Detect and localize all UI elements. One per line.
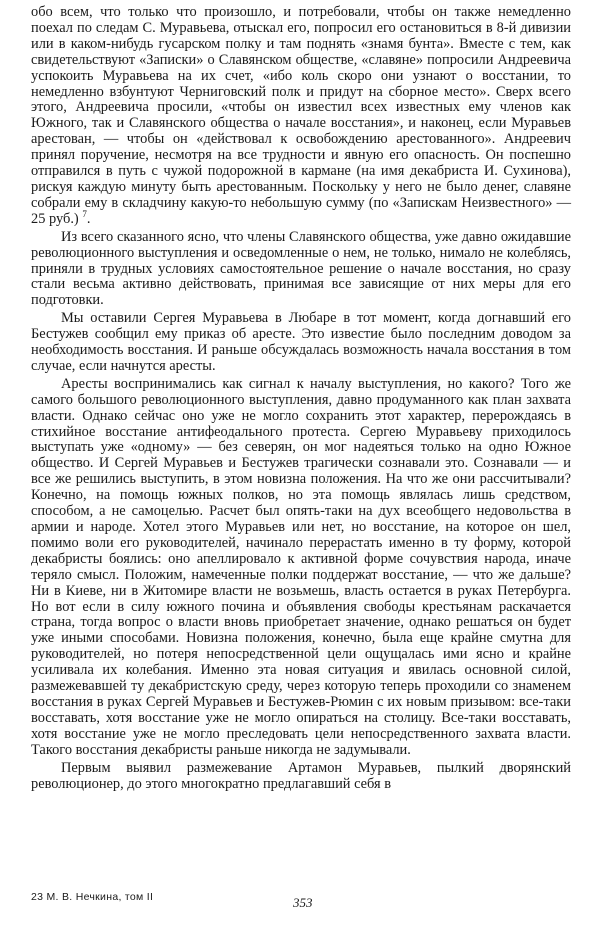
page-number: 353: [293, 895, 313, 910]
footnote-ref[interactable]: 7: [82, 208, 87, 219]
paragraph-3: Мы оставили Сергея Муравьева в Любаре в тот момент, когда догнавший его Бестужев сообщил ему приказ об аресте. Это известие было последним доводом за необходимость восстания. И раньше обсуждалась возможность начала восстания в том случае, если начнутся аресты.: [31, 310, 571, 374]
paragraph-1: обо всем, что только что произошло, и потребовали, чтобы он также немедленно поехал по следам С. Муравьева, отыскал его, попросил его остановиться в 8-й дивизии или в каком-нибудь гусарском полку и там поднять «знамя бунта». Вместе с тем, как свидетельствуют «Записки» о Славянском обществе, «славяне» попросили Андреевича успокоить Муравьева на их счет, «ибо коль скоро они узнают о восстании, то немедленно взбунтуют Черниговский полк и придут на сборное место». Сверх всего этого, Андреевича просили, «чтобы он известил всех известных ему членов как Южного, так и Славянского общества о начале восстания», и наконец, если Муравьев арестован, — чтобы он «действовал к освобождению арестованного». Андреевич принял поручение, несмотря на все трудности и явную его опасность. Он поспешно отправился в путь с чужой подорожной в кармане (на имя декабриста И. Сухинова), рискуя каждую минуту быть арестованным. Поскольку у него не было денег, славяне собрали ему в складчину какую-то небольшую сумму (по «Запискам Неизвестного» — 25 руб.) $^7$.: [31, 4, 571, 227]
page-text-block: [31, 5, 571, 792]
paragraph-text: обо всем, что только что произошло, и потребовали, чтобы он также немедленно поехал по следам С. Муравьева, отыскал его, попросил его остановиться в 8-й дивизии или в каком-нибудь гусарском полку и там поднять «знамя бунта». Вместе с тем, как свидетельствуют «Записки» о Славянском обществе, «славяне» попросили Андреевича успокоить Муравьева на их счет, «ибо коль скоро они узнают о восстании, то немедленно взбунтуют Черниговский полк и придут на сборное место». Сверх всего этого, Андреевича просили, «чтобы он известил всех известных ему членов как Южного, так и Славянского общества о начале восстания», и наконец, если Муравьев арестован, — чтобы он «действовал к освобождению арестованного». Андреевич принял поручение, несмотря на все трудности и явную его опасность. Он поспешно отправился в путь с чужой подорожной в кармане (на имя декабриста И. Сухинова), рискуя каждую минуту быть арестованным. Поскольку у него не было денег, славяне собрали ему в складчину какую-то небольшую сумму (по «Запискам Неизвестного» — 25 руб.): [31, 4, 571, 227]
page-footer: [31, 889, 571, 915]
printer-signature: 23 М. В. Нечкина, том II: [31, 891, 154, 903]
paragraph-4: Аресты воспринимались как сигнал к началу выступления, но какого? Того же самого большого революционного выступления, давно продуманного как план захвата власти. Однако сейчас оно уже не могло сохранить этот характер, перерождаясь в стихийное восстание антифеодального протеста. Сергею Муравьеву приходилось выступать уже «одному» — без северян, он мог надеяться только на одно Южное общество. И Сергей Муравьев и Бестужев трагически сознавали это. Сознавали — и все же решились выступить, в этом новизна положения. На что же они рассчитывали? Конечно, на помощь южных полков, но эта помощь являлась лишь средством, способом, а не самоцелью. Расчет был опять-таки на дух всеобщего недовольства в армии и народе. Хотел этого Муравьев или нет, но восстание, на которое он шел, помимо воли его руководителей, начинало перерастать именно в ту форму, которой декабристы боялись: оно апеллировало к активной форме сочувствия народа, иначе теряло смысл. Положим, намеченные полки поддержат восстание, — что же дальше? Ни в Киеве, ни в Житомире власти не возьмешь, власть остается в руках Петербурга. Но вот если в силу южного почина и объявления свободы крестьянам раскачается страна, тогда вопрос о власти вновь приобретает значение, однако решаться он будет уже иными способами. Новизна положения, конечно, была еще крайне смутна для руководителей, но потеря непосредственной цели ощущалась ими ясно и крайне усиливала их колебания. Именно эта новая ситуация и явилась основной силой, размежевавшей ту декабристскую среду, через которую теперь проходили со знаменем восстания в руках Сергей Муравьев и Бестужев-Рюмин с их новым призывом: все-таки восставать, хотя восстание уже не могло опираться на столицу. Все-таки восставать, хотя восстание уже не могло преследовать цели непосредственного захвата власти. Такого восстания декабристы раньше никогда не задумывали.: [31, 375, 571, 758]
paragraph-5: Первым выявил размежевание Артамон Муравьев, пылкий дворянский революционер, до этого многократно предлагавший себя в: [31, 759, 571, 792]
paragraph-2: Из всего сказанного ясно, что члены Славянского общества, уже давно ожидавшие революционного выступления и осведомленные о нем, не только, нимало не колеблясь, приняли в трудных условиях самостоятельное решение о начале восстания, но сразу стали весьма активно действовать, принимая все зависящие от них меры для его подготовки.: [31, 228, 571, 309]
